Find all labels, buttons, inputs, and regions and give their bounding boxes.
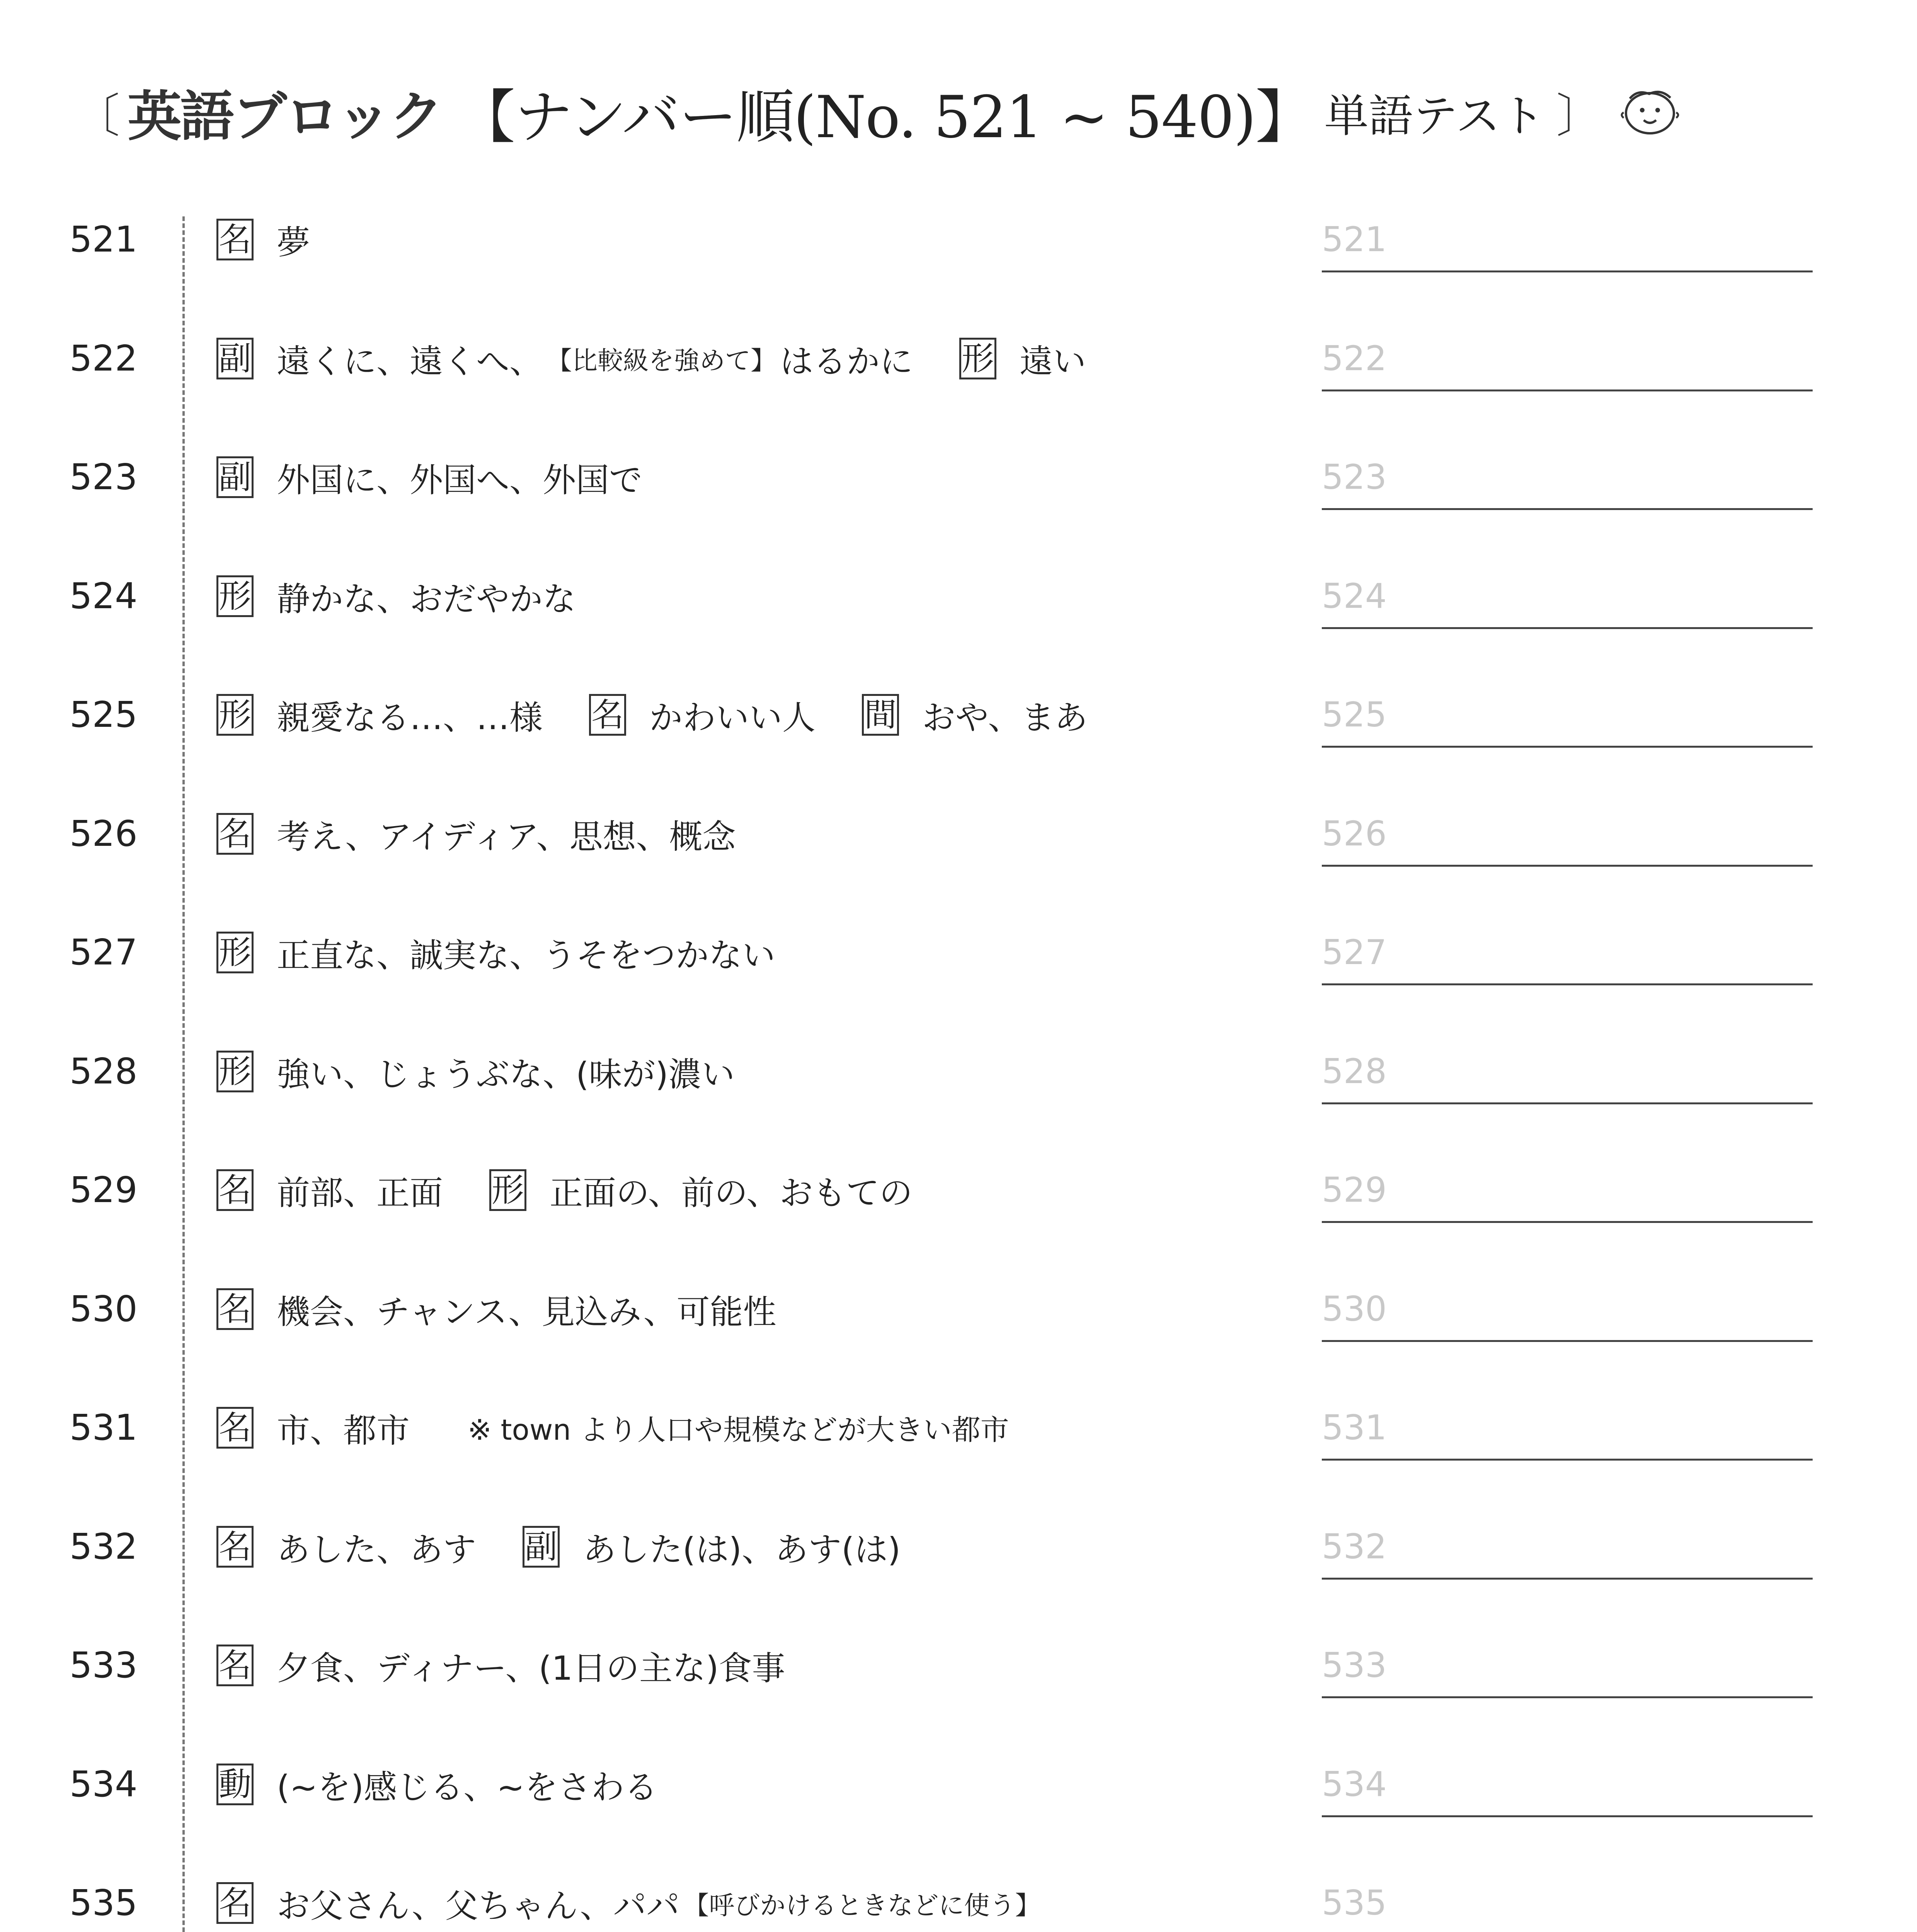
part-of-speech-badge: 形 [216,1051,254,1092]
item-number: 523 [70,456,138,498]
page-header [73,73,1682,151]
usage-note: 【比較級を強めて】 [546,346,776,376]
part-of-speech-badge: 名 [589,694,626,736]
item-number: 530 [70,1288,138,1330]
answer-write-line[interactable] [1322,1578,1813,1580]
part-of-speech-badge: 副 [216,456,254,498]
part-of-speech-badge: 副 [216,338,254,379]
answer-write-line[interactable] [1322,865,1813,867]
answer-placeholder-number: 531 [1322,1408,1387,1447]
meaning-text: あした、あす [277,1530,476,1569]
answer-placeholder-number: 533 [1322,1645,1387,1685]
part-of-speech-badge: 形 [216,575,254,617]
mascot-face-icon [1618,87,1682,137]
part-of-speech-badge: 名 [216,219,254,260]
header-bracket-close: 〕 [1556,89,1603,143]
answer-placeholder-number: 529 [1322,1170,1387,1210]
answer-placeholder-number: 522 [1322,338,1387,378]
part-of-speech-badge: 名 [216,1288,254,1330]
table-row [0,1642,1917,1761]
table-row [0,692,1917,811]
table-row [0,573,1917,692]
answer-placeholder-number: 535 [1322,1883,1387,1923]
answer-write-line[interactable] [1322,508,1813,510]
table-row [0,335,1917,454]
item-definition [216,1286,776,1332]
meaning-text: 静かな、おだやかな [277,580,576,619]
table-row [0,1524,1917,1643]
table-row [0,1048,1917,1167]
answer-write-line[interactable] [1322,1340,1813,1342]
part-of-speech-badge: 名 [216,1645,254,1686]
table-row [0,1167,1917,1286]
answer-placeholder-number: 523 [1322,457,1387,497]
meaning-text: 遠い [1020,342,1086,381]
answer-placeholder-number: 526 [1322,813,1387,854]
meaning-text: 正面の、前の、おもての [550,1174,913,1213]
table-row [0,811,1917,930]
item-number: 531 [70,1407,138,1448]
answer-placeholder-number: 527 [1322,932,1387,972]
item-number: 525 [70,694,138,735]
answer-write-line[interactable] [1322,1815,1813,1817]
item-definition [216,692,1088,738]
item-number: 528 [70,1050,138,1092]
item-definition [216,1048,735,1095]
answer-placeholder-number: 532 [1322,1526,1387,1566]
part-of-speech-badge: 形 [489,1169,526,1211]
usage-note: 【呼びかけるときなどに使う】 [683,1890,1041,1920]
answer-write-line[interactable] [1322,270,1813,272]
meaning-text: おや、まあ [922,699,1088,737]
part-of-speech-badge: 名 [216,1169,254,1211]
table-row [0,929,1917,1048]
part-of-speech-badge: 名 [216,1407,254,1449]
table-row [0,454,1917,573]
meaning-text: 強い、じょうぶな、(味が)濃い [277,1055,735,1094]
item-number: 527 [70,932,138,973]
item-definition [216,1642,785,1689]
item-number: 535 [70,1882,138,1923]
answer-write-line[interactable] [1322,1102,1813,1104]
meaning-text: 市、都市 [277,1412,410,1450]
meaning-text: 夢 [277,223,310,262]
item-number: 533 [70,1645,138,1686]
meaning-text: 外国に、外国へ、外国で [277,461,642,500]
part-of-speech-badge: 名 [216,813,254,855]
answer-placeholder-number: 534 [1322,1764,1387,1804]
item-definition [216,1880,1040,1926]
meaning-text: 機会、チャンス、見込み、可能性 [277,1293,776,1332]
brand-logo: 英語ブロック [128,85,442,148]
table-row [0,216,1917,335]
answer-write-line[interactable] [1322,389,1813,391]
table-row [0,1405,1917,1524]
item-definition [216,1167,913,1213]
table-row [0,1286,1917,1405]
answer-placeholder-number: 528 [1322,1051,1387,1091]
table-row [0,1761,1917,1880]
header-bracket-open: 〔 [73,89,120,143]
answer-write-line[interactable] [1322,1459,1813,1461]
answer-placeholder-number: 525 [1322,695,1387,735]
meaning-text: 夕食、ディナー、(1日の主な)食事 [277,1649,785,1688]
item-definition [216,573,576,619]
answer-write-line[interactable] [1322,1221,1813,1223]
part-of-speech-badge: 形 [216,694,254,736]
item-definition [216,335,1086,382]
answer-placeholder-number: 530 [1322,1289,1387,1329]
item-definition [216,929,775,976]
item-number: 522 [70,337,138,379]
meaning-text: かわいい人 [649,699,815,737]
meaning-text: 親愛なる…、…様 [277,699,543,737]
meaning-text: 遠くに、遠くへ、 [277,342,543,381]
item-definition [216,1524,901,1570]
meaning-text-continued: はるかに [780,342,913,381]
meaning-text: (~を)感じる、~をさわる [277,1768,658,1807]
meaning-text: 前部、正面 [277,1174,443,1213]
part-of-speech-badge: 名 [216,1526,254,1568]
item-definition [216,216,310,263]
answer-write-line[interactable] [1322,1696,1813,1698]
answer-placeholder-number: 524 [1322,576,1387,616]
item-number: 524 [70,575,138,617]
meaning-text: 正直な、誠実な、うそをつかない [277,936,775,975]
item-number: 529 [70,1169,138,1211]
part-of-speech-badge: 名 [216,1882,254,1924]
item-definition [216,1761,657,1808]
part-of-speech-badge: 形 [959,338,996,379]
meaning-text: あした(は)、あす(は) [583,1530,901,1569]
meaning-text: 考え、アイディア、思想、概念 [277,817,736,856]
item-definition [216,811,736,857]
answer-write-line[interactable] [1322,627,1813,629]
answer-write-line[interactable] [1322,983,1813,985]
item-definition [216,454,642,500]
item-number: 534 [70,1763,138,1805]
part-of-speech-badge: 間 [862,694,899,736]
supplementary-note: ※ town より人口や規模などが大きい都市 [468,1413,1009,1447]
answer-placeholder-number: 521 [1322,219,1387,259]
page-subtitle: 単語テスト [1324,90,1545,142]
item-number: 532 [70,1526,138,1567]
part-of-speech-badge: 形 [216,932,254,973]
part-of-speech-badge: 動 [216,1764,254,1805]
item-number: 526 [70,813,138,854]
meaning-text: お父さん、父ちゃん、パパ [277,1887,680,1925]
page-title: 【ナンバー順(No. 521 ~ 540)】 [457,84,1313,151]
answer-write-line[interactable] [1322,746,1813,748]
item-number: 521 [70,219,138,260]
item-definition [216,1405,1009,1451]
table-row [0,1880,1917,1932]
part-of-speech-badge: 副 [523,1526,560,1568]
